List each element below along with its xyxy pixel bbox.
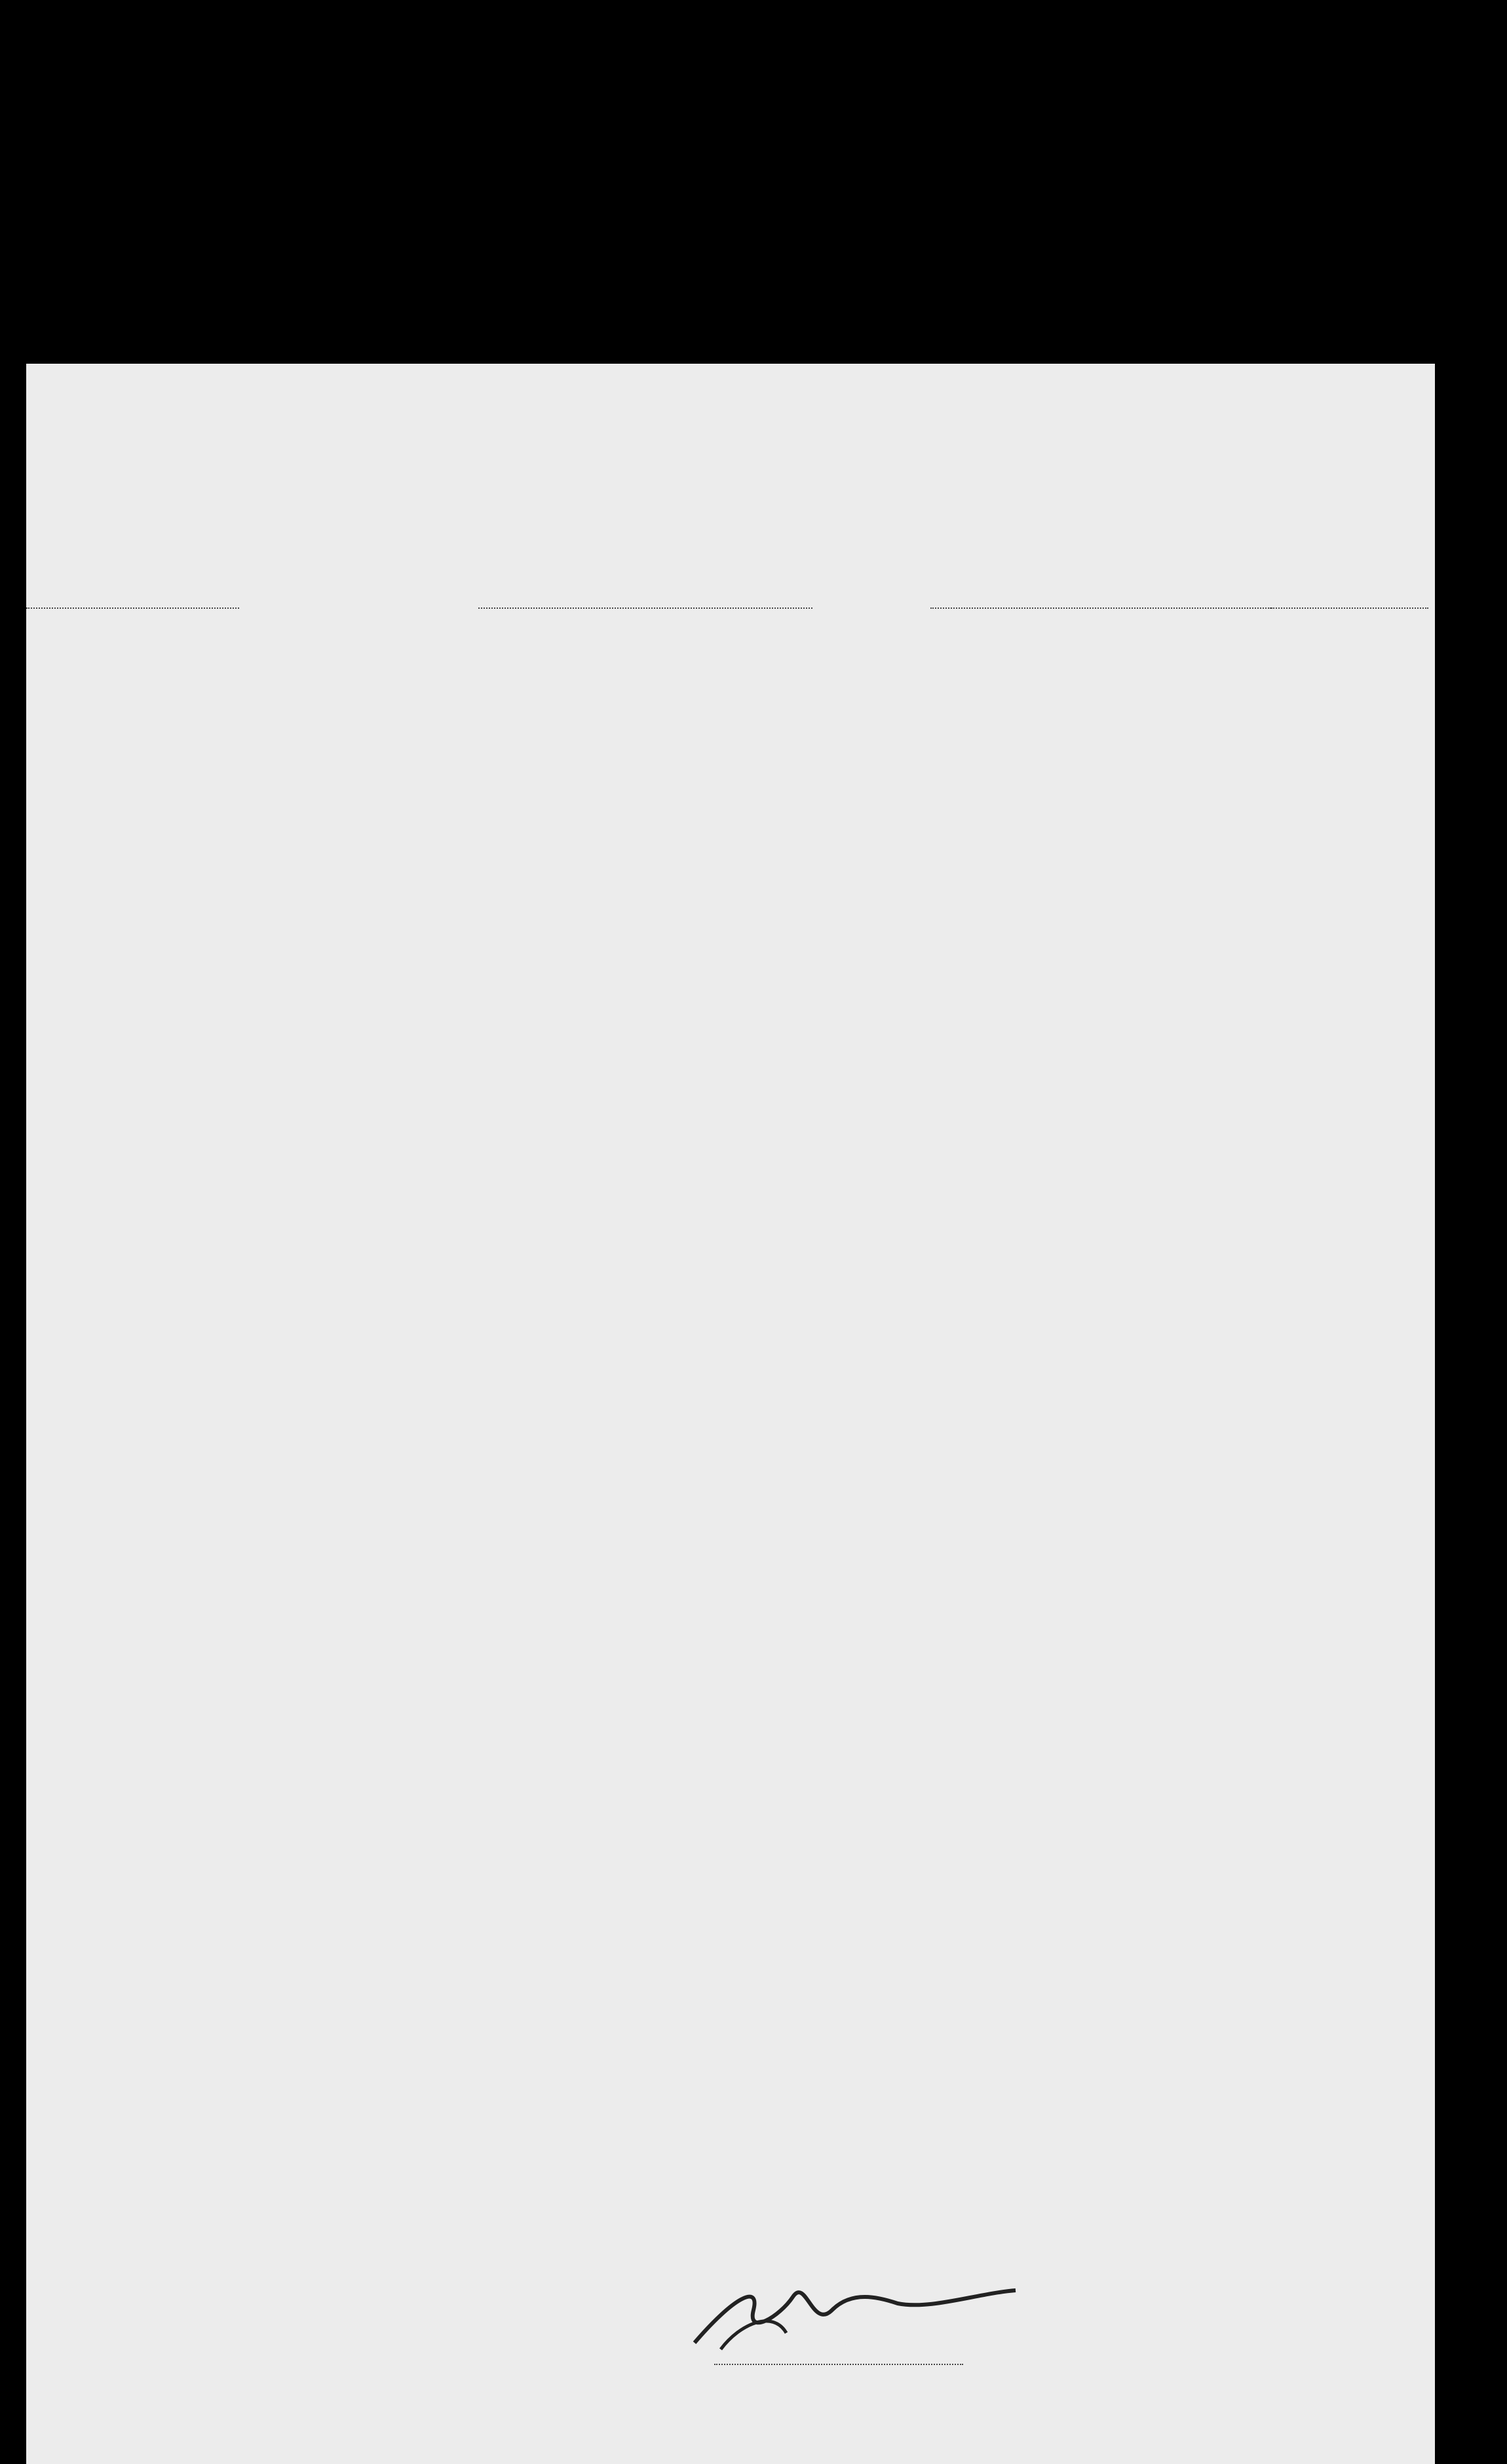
film-edge-text	[0, 0, 1507, 66]
port-underline	[478, 607, 812, 609]
arrival-underline	[930, 607, 1271, 609]
arrival-date-underline	[1271, 607, 1428, 609]
manifest-sheet	[26, 364, 1435, 2464]
inspector-line	[714, 2364, 963, 2365]
vessel-underline	[26, 607, 239, 609]
inspector-signature	[681, 2271, 1022, 2362]
